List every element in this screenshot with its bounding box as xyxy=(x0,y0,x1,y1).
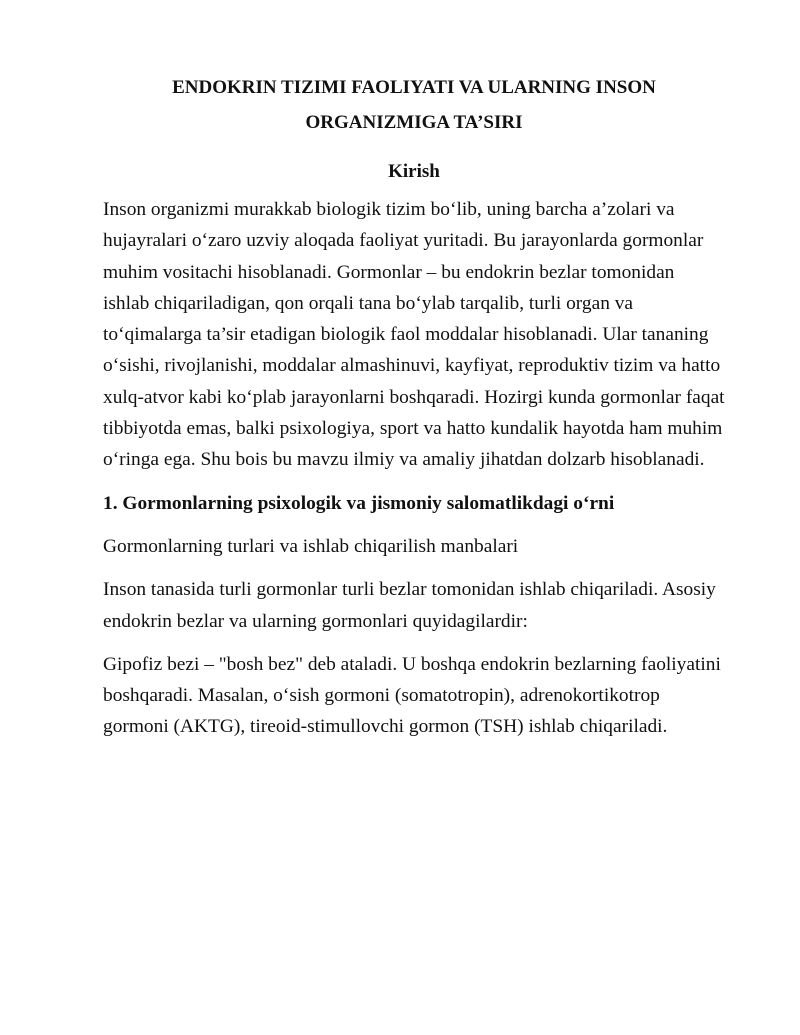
section-1-subheading: Gormonlarning turlari va ishlab chiqarilish manbalari xyxy=(103,535,519,557)
document-title xyxy=(97,70,731,140)
title-line-2: ORGANIZMIGA TA’SIRI xyxy=(305,112,523,133)
intro-paragraph: Inson organizmi murakkab biologik tizim bo‘lib, uning barcha a’zolari va hujayralari o‘zaro uzviy aloqada faoliyat yuritadi. Bu jarayonlarda gormonlar muhim vositachi hisoblanadi. Gormonlar – bu endokrin bezlar tomonidan ishlab chiqariladigan, qon orqali tana bo‘ylab tarqalib, turli organ va to‘qimalarga ta’sir etadigan biologik faol moddalar hisoblanadi. Ular tananing o‘sishi, rivojlanishi, moddalar almashinuvi, kayfiyat, reproduktiv tizim va hatto xulq-atvor kabi ko‘plab jarayonlarni boshqaradi. Hozirgi kunda gormonlar faqat tibbiyotda emas, balki psixologiya, sport va hatto kundalik hayotda ham muhim o‘ringa ega. Shu bois bu mavzu ilmiy va amaliy jihatdan dolzarb hisoblanadi. xyxy=(103,199,725,471)
section-1-paragraph-2: Gipofiz bezi – "bosh bez" deb ataladi. U boshqa endokrin bezlarning faoliyatini boshqaradi. Masalan, o‘sish gormoni (somatotropin), adrenokortikotrop gormoni (AKTG), tireoid-stimullovchi gormon (TSH) ishlab chiqariladi. xyxy=(103,653,721,738)
section-1-heading: 1. Gormonlarning psixologik va jismoniy salomatlikdagi o‘rni xyxy=(103,492,615,514)
intro-heading: Kirish xyxy=(388,161,440,182)
title-line-1: ENDOKRIN TIZIMI FAOLIYATI VA ULARNING INSON xyxy=(172,77,656,98)
section-1-paragraph-1: Inson tanasida turli gormonlar turli bezlar tomonidan ishlab chiqariladi. Asosiy endokrin bezlar va ularning gormonlari quyidagilardir: xyxy=(103,579,716,632)
document-page xyxy=(103,70,725,743)
